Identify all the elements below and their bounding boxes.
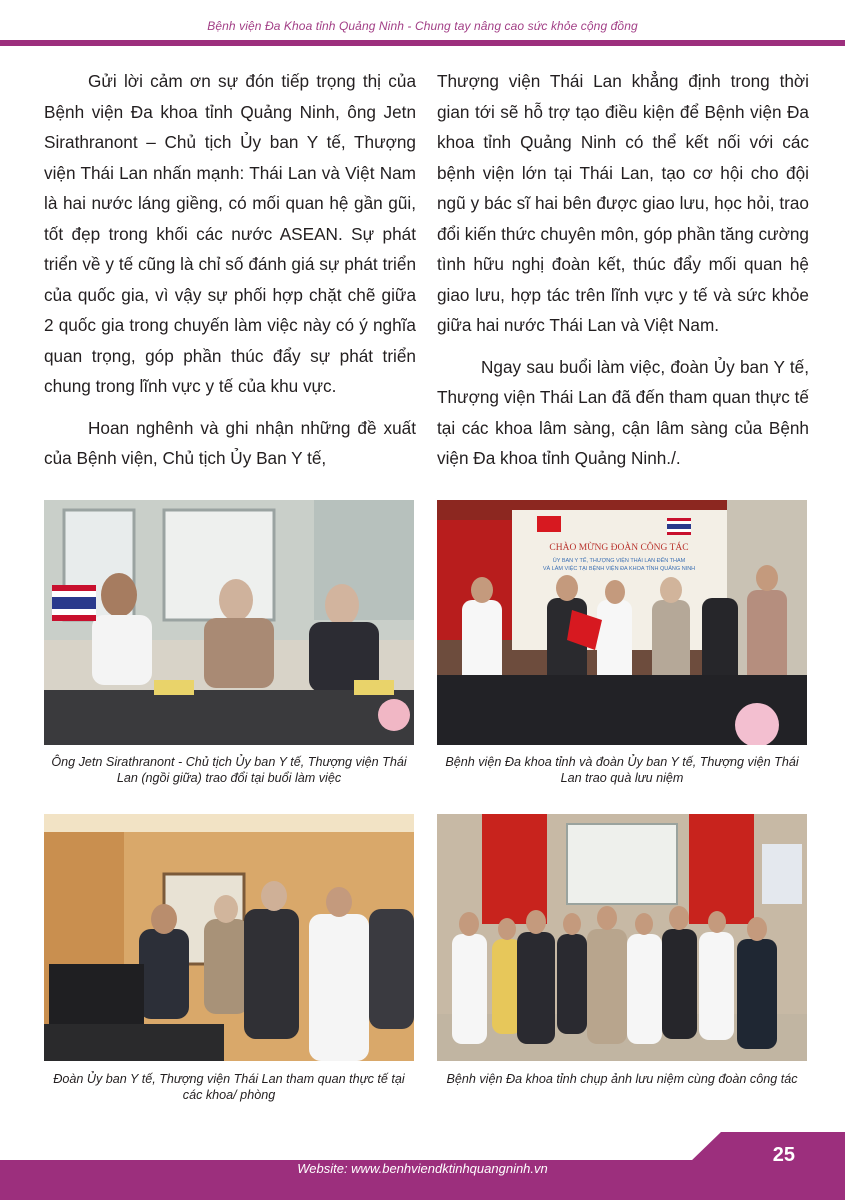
paragraph-4: Ngay sau buổi làm việc, đoàn Ủy ban Y tế, Thượng viện Thái Lan đã đến tham quan thực tế tại các khoa lâm sàng, cận lâm sàng của Bệnh viện Đa khoa tỉnh Quảng Ninh./. [437, 356, 809, 468]
banner-welcome-text: CHÀO MỪNG ĐOÀN CÔNG TÁC [549, 543, 689, 553]
photo-department-visit [44, 814, 414, 1061]
photo-meeting-caption: Ông Jetn Sirathranont - Chủ tịch Ủy ban Y tế, Thượng viện Thái Lan (ngồi giữa) trao đổi tại buổi làm việc [51, 755, 407, 785]
photo-gift-exchange-caption: Bệnh viện Đa khoa tỉnh và đoàn Ủy ban Y tế, Thượng viện Thái Lan trao quà lưu niệm [445, 755, 799, 785]
paragraph-3: Thượng viện Thái Lan khẳng định trong thời gian tới sẽ hỗ trợ tạo điều kiện để Bệnh viện Đa khoa tỉnh Quảng Ninh có thể kết nối với các bệnh viện lớn tại Thái Lan, tạo cơ hội cho đội ngũ y bác sĩ hai bên được giao lưu, học hỏi, trao đổi kiến thức chuyên môn, góp phần tăng cường tình hữu nghị đoàn kết, thúc đẩy mối quan hệ giao lưu, hợp tác trên lĩnh vực y tế và sức khỏe giữa hai nước Thái Lan và Việt Nam. [437, 71, 809, 335]
article-left-column [44, 66, 416, 485]
page-header [0, 0, 845, 40]
header-title: Bệnh viện Đa Khoa tỉnh Quảng Ninh - Chung tay nâng cao sức khỏe cộng đồng [207, 19, 638, 33]
paragraph-1: Gửi lời cảm ơn sự đón tiếp trọng thị của Bệnh viện Đa khoa tỉnh Quảng Ninh, ông Jetn Sirathranont – Chủ tịch Ủy ban Y tế, Thượng viện Thái Lan nhấn mạnh: Thái Lan và Việt Nam là hai nước láng giềng, có mối quan hệ gần gũi, tốt đẹp trong khối các nước ASEAN. Sự phát triển về y tế cũng là chỉ số đánh giá sự phát triển của quốc gia, vì vậy sự phối hợp chặt chẽ giữa 2 quốc gia trong chuyến làm việc này có ý nghĩa quan trọng, góp phần thúc đẩy sự phát triển chung trong lĩnh vực y tế của khu vực. [44, 71, 416, 396]
page-number: 25 [772, 1144, 795, 1166]
photo-meeting [44, 500, 414, 745]
photo-gift-exchange [437, 500, 807, 745]
banner-subtitle-1: ỦY BAN Y TẾ, THƯỢNG VIỆN THÁI LAN ĐẾN THAM [552, 558, 686, 564]
footer-website: Website: www.benhviendktinhquangninh.vn [297, 1161, 548, 1176]
article-right-column [437, 66, 809, 485]
banner-subtitle-2: VÀ LÀM VIỆC TẠI BỆNH VIỆN ĐA KHOA TỈNH QUẢNG NINH [542, 566, 696, 572]
page-number-tab [690, 1132, 845, 1162]
photo-group [437, 814, 807, 1061]
paragraph-2: Hoan nghênh và ghi nhận những đề xuất của Bệnh viện, Chủ tịch Ủy Ban Y tế, [44, 417, 416, 468]
photo-department-visit-caption: Đoàn Ủy ban Y tế, Thượng viện Thái Lan tham quan thực tế tại các khoa/ phòng [53, 1072, 405, 1102]
header-bar [0, 40, 845, 46]
photo-group-caption: Bệnh viện Đa khoa tỉnh chụp ảnh lưu niệm cùng đoàn công tác [446, 1072, 798, 1086]
